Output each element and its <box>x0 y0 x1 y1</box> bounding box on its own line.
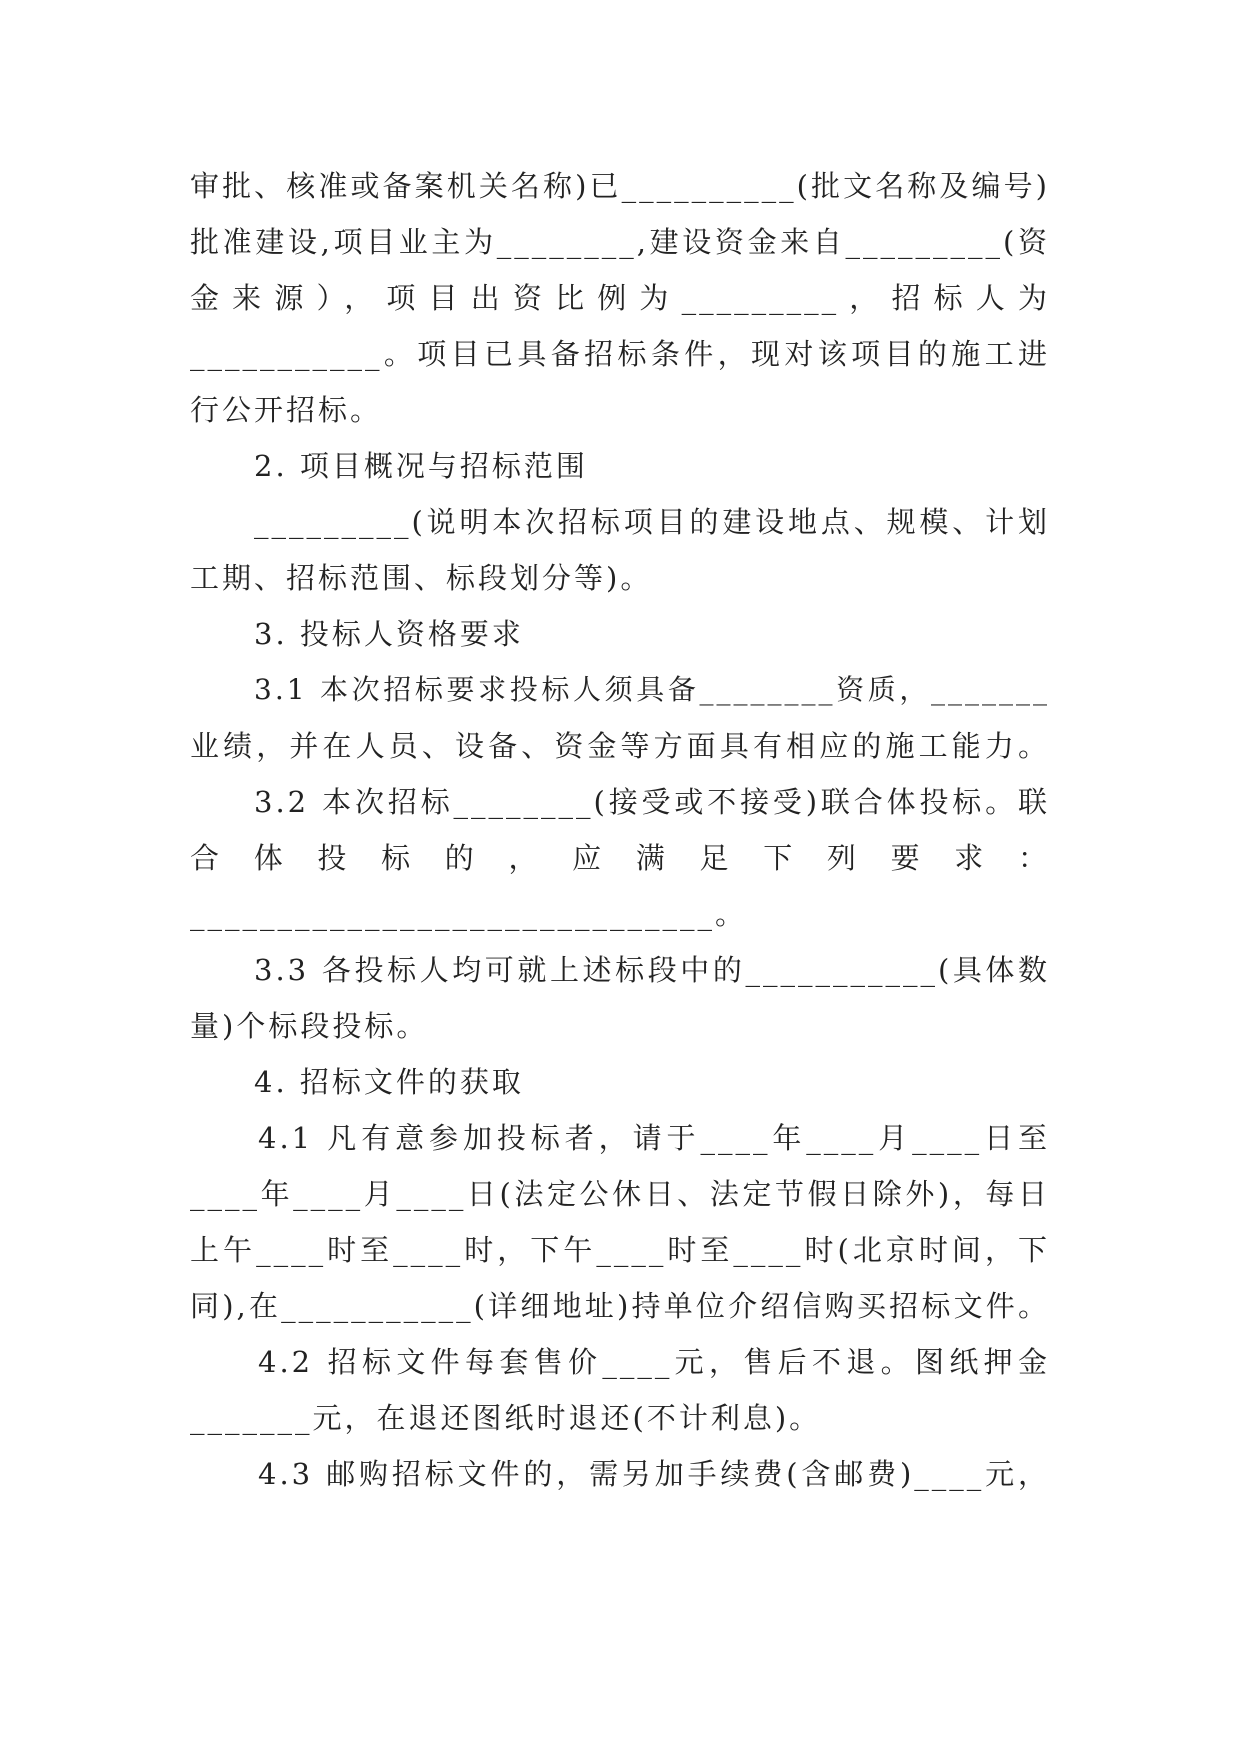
text-line: 3.2 本次招标________(接受或不接受)联合体投标。联 <box>254 785 1050 819</box>
section-heading: 4. 招标文件的获取 <box>254 1065 524 1099</box>
text-line: 量)个标段投标。 <box>190 1009 429 1043</box>
text-line: 业绩，并在人员、设备、资金等方面具有相应的施工能力。 <box>190 729 1050 763</box>
text-line: ____年____月____日(法定公休日、法定节假日除外)，每日 <box>190 1177 1050 1211</box>
text-line: 合体投标的，应满足下列要求： <box>190 841 1050 875</box>
text-line: 同),在___________(详细地址)持单位介绍信购买招标文件。 <box>190 1289 1050 1323</box>
text-line: 批准建设,项目业主为________,建设资金来自_________(资 <box>190 225 1050 259</box>
text-line: ___________。项目已具备招标条件，现对该项目的施工进 <box>190 337 1050 371</box>
text-line: 3.1 本次招标要求投标人须具备________资质，_______ <box>254 673 1050 706</box>
text-line: 4.2 招标文件每套售价____元，售后不退。图纸押金 <box>258 1345 1050 1379</box>
text-line: 金来源），项目出资比例为_________，招标人为 <box>190 281 1050 315</box>
text-line: 审批、核准或备案机关名称)已__________(批文名称及编号) <box>190 169 1050 203</box>
text-line: 3.3 各投标人均可就上述标段中的___________(具体数 <box>254 953 1050 987</box>
text-line: _________(说明本次招标项目的建设地点、规模、计划 <box>254 505 1050 539</box>
text-line: 工期、招标范围、标段划分等)。 <box>190 561 653 595</box>
section-heading: 3. 投标人资格要求 <box>254 617 524 651</box>
section-heading: 2. 项目概况与招标范围 <box>254 449 588 483</box>
text-line: 4.3 邮购招标文件的，需另加手续费(含邮费)____元， <box>258 1457 1050 1491</box>
text-line: 4.1 凡有意参加投标者，请于____年____月____日至 <box>258 1121 1050 1155</box>
text-line: _______元，在退还图纸时退还(不计利息)。 <box>190 1401 822 1435</box>
text-line: 上午____时至____时，下午____时至____时(北京时间，下 <box>190 1233 1050 1267</box>
text-line: ______________________________。 <box>190 897 748 931</box>
text-line: 行公开招标。 <box>190 393 383 427</box>
